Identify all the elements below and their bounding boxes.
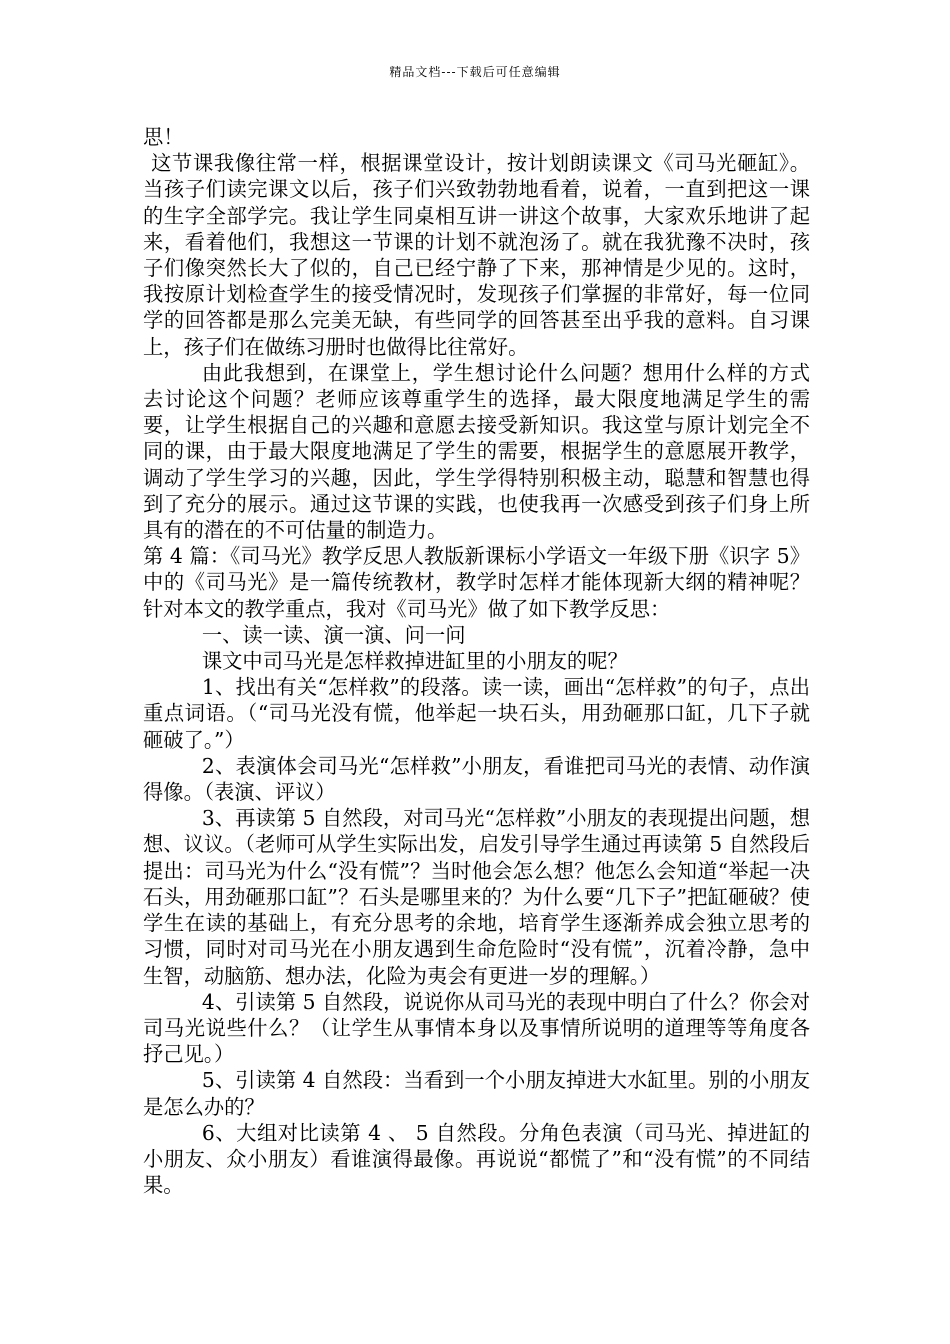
list-item-1: 1、找出有关“怎样救”的段落。读一读，画出“怎样救”的句子，点出重点词语。（“司马光没有慌，他举起一块石头，用劲砸那口缸，几下子就砸破了。”） (143, 675, 810, 752)
paragraph-article-4-intro: 第 4 篇：《司马光》教学反思人教版新课标小学语文一年级下册《识字 5》中的《司马光》是一篇传统教材，教学时怎样才能体现新大纲的精神呢？针对本文的教学重点，我对《司马光》做了如下教学反思： (143, 544, 810, 621)
paragraph-lesson-story: 这节课我像往常一样，根据课堂设计，按计划朗读课文《司马光砸缸》。当孩子们读完课文以后，孩子们兴致勃勃地看着，说着，一直到把这一课的生字全部学完。我让学生同桌相互讲一讲这个故事，大家欢乐地讲了起来，看着他们，我想这一节课的计划不就泡汤了。就在我犹豫不决时，孩子们像突然长大了似的，自己已经宁静了下来，那神情是少见的。这时，我按原计划检查学生的接受情况时，发现孩子们掌握的非常好，每一位同学的回答都是那么完美无缺，有些同学的回答甚至出乎我的意料。自习课上，孩子们在做练习册时也做得比往常好。 (143, 151, 810, 359)
paragraph-question: 课文中司马光是怎样救掉进缸里的小朋友的呢？ (201, 649, 628, 674)
list-item-4: 4、引读第 5 自然段，说说你从司马光的表现中明白了什么？你会对司马光说些什么？（让学生从事情本身以及事情所说明的道理等等角度各抒己见。） (143, 989, 810, 1067)
paragraph-continuation: 思！ (143, 125, 184, 149)
list-item-6: 6、大组对比读第 4 、 5 自然段。分角色表演（司马光、掉进缸的小朋友、众小朋友）看谁演得最像。再说说“都慌了”和“没有慌”的不同结果。 (143, 1120, 810, 1198)
list-item-3: 3、再读第 5 自然段，对司马光“怎样救”小朋友的表现提出问题，想想、议议。（老师可从学生实际出发，启发引导学生通过再读第 5 自然段后提出：司马光为什么“没有慌”？当时他会怎么想？他怎么会知道“举起一决石头，用劲砸那口缸”？石头是哪里来的？为什么要“几下子”把缸砸破？使学生在读的基础上，有充分思考的余地，培育学生逐渐养成会独立思考的习惯，同时对司马光在小朋友遇到生命危险时“没有慌”，沉着冷静，急中生智，动脑筋、想办法，化险为夷会有更进一岁的理解。） (143, 806, 810, 988)
document-body (143, 124, 810, 1198)
list-item-2: 2、表演体会司马光“怎样救”小朋友，看谁把司马光的表情、动作演得像。（表演、评议） (143, 753, 810, 805)
paragraph-reflection: 由此我想到，在课堂上，学生想讨论什么问题？想用什么样的方式去讨论这个问题？老师应该尊重学生的选择，最大限度地满足学生的需要，让学生根据自己的兴趣和意愿去接受新知识。我这堂与原计划完全不同的课，由于最大限度地满足了学生的需要，根据学生的意愿展开教学，调动了学生学习的兴趣，因此，学生学得特别积极主动，聪慧和智慧也得到了充分的展示。通过这节课的实践，也使我再一次感受到孩子们身上所具有的潜在的不可估量的制造力。 (143, 360, 810, 543)
list-item-5: 5、引读第 4 自然段：当看到一个小朋友掉进大水缸里。别的小朋友是怎么办的？ (143, 1068, 810, 1119)
section-heading-1: 一、读一读、演一演、问一问 (201, 622, 466, 647)
page-header: 精品文档---下载后可任意编辑 (389, 65, 561, 79)
